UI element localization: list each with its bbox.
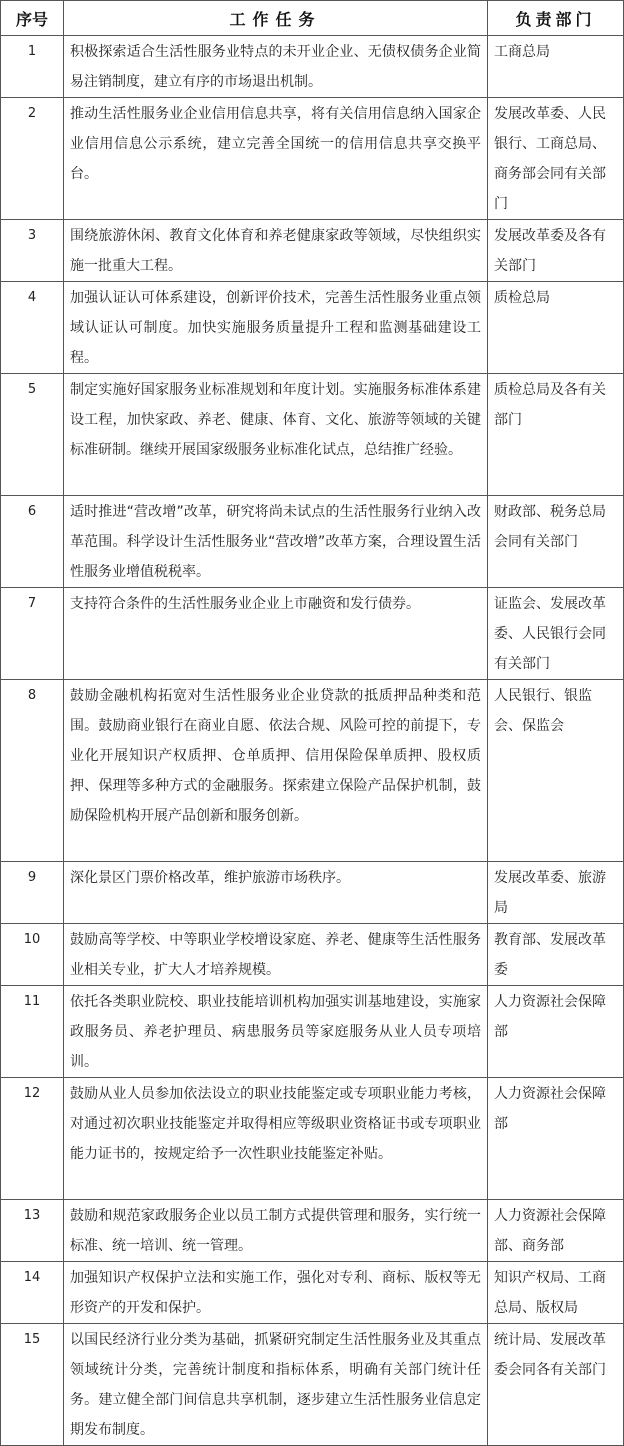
row-task: 制定实施好国家服务业标准规划和年度计划。实施服务标准体系建设工程，加快家政、养老、健康、体育、文化、旅游等领域的关键标准研制。继续开展国家级服务业标准化试点，总结推广经验。 <box>64 374 488 496</box>
row-department: 人力资源社会保障部 <box>488 986 624 1078</box>
row-task: 适时推进“营改增”改革，研究将尚未试点的生活性服务行业纳入改革范围。科学设计生活性服务业“营改增”改革方案，合理设置生活性服务业增值税税率。 <box>64 496 488 588</box>
table-row <box>1 924 624 986</box>
row-task: 鼓励金融机构拓宽对生活性服务业企业贷款的抵质押品种类和范围。鼓励商业银行在商业自愿、依法合规、风险可控的前提下，专业化开展知识产权质押、仓单质押、信用保险保单质押、股权质押、保理等多种方式的金融服务。探索建立保险产品保护机制，鼓励保险机构开展产品创新和服务创新。 <box>64 680 488 862</box>
table-row <box>1 588 624 680</box>
table-row <box>1 1324 624 1446</box>
row-task: 加强知识产权保护立法和实施工作，强化对专利、商标、版权等无形资产的开发和保护。 <box>64 1262 488 1324</box>
row-task: 鼓励高等学校、中等职业学校增设家庭、养老、健康等生活性服务业相关专业，扩大人才培养规模。 <box>64 924 488 986</box>
row-department: 质检总局 <box>488 282 624 374</box>
table-row <box>1 282 624 374</box>
row-number: 7 <box>1 588 64 680</box>
header-department: 负责部门 <box>488 1 624 36</box>
table-header-row <box>1 1 624 36</box>
row-number: 13 <box>1 1200 64 1262</box>
table-row <box>1 986 624 1078</box>
row-task: 鼓励从业人员参加依法设立的职业技能鉴定或专项职业能力考核，对通过初次职业技能鉴定并取得相应等级职业资格证书或专项职业能力证书的，按规定给予一次性职业技能鉴定补贴。 <box>64 1078 488 1200</box>
row-task: 积极探索适合生活性服务业特点的未开业企业、无债权债务企业简易注销制度，建立有序的市场退出机制。 <box>64 36 488 98</box>
row-department: 统计局、发展改革委会同各有关部门 <box>488 1324 624 1446</box>
row-number: 8 <box>1 680 64 862</box>
row-department: 工商总局 <box>488 36 624 98</box>
row-number: 3 <box>1 220 64 282</box>
table-row <box>1 220 624 282</box>
row-department: 证监会、发展改革委、人民银行会同有关部门 <box>488 588 624 680</box>
row-number: 2 <box>1 98 64 220</box>
row-department: 发展改革委、人民银行、工商总局、商务部会同有关部门 <box>488 98 624 220</box>
row-task: 推动生活性服务业企业信用信息共享，将有关信用信息纳入国家企业信用信息公示系统，建立完善全国统一的信用信息共享交换平台。 <box>64 98 488 220</box>
table-row <box>1 496 624 588</box>
row-department: 发展改革委及各有关部门 <box>488 220 624 282</box>
row-task: 加强认证认可体系建设，创新评价技术，完善生活性服务业重点领域认证认可制度。加快实施服务质量提升工程和监测基础建设工程。 <box>64 282 488 374</box>
row-number: 14 <box>1 1262 64 1324</box>
row-department: 知识产权局、工商总局、版权局 <box>488 1262 624 1324</box>
row-task: 依托各类职业院校、职业技能培训机构加强实训基地建设，实施家政服务员、养老护理员、病患服务员等家庭服务从业人员专项培训。 <box>64 986 488 1078</box>
row-task: 鼓励和规范家政服务企业以员工制方式提供管理和服务，实行统一标准、统一培训、统一管理。 <box>64 1200 488 1262</box>
row-department: 人民银行、银监会、保监会 <box>488 680 624 862</box>
row-number: 5 <box>1 374 64 496</box>
row-task: 支持符合条件的生活性服务业企业上市融资和发行债券。 <box>64 588 488 680</box>
row-number: 1 <box>1 36 64 98</box>
header-task: 工作任务 <box>64 1 488 36</box>
row-department: 人力资源社会保障部 <box>488 1078 624 1200</box>
table-row <box>1 98 624 220</box>
row-department: 人力资源社会保障部、商务部 <box>488 1200 624 1262</box>
row-department: 财政部、税务总局会同有关部门 <box>488 496 624 588</box>
row-department: 发展改革委、旅游局 <box>488 862 624 924</box>
table-row <box>1 862 624 924</box>
table-row <box>1 1200 624 1262</box>
row-number: 4 <box>1 282 64 374</box>
row-number: 15 <box>1 1324 64 1446</box>
row-task: 深化景区门票价格改革，维护旅游市场秩序。 <box>64 862 488 924</box>
table-row <box>1 680 624 862</box>
row-task: 围绕旅游休闲、教育文化体育和养老健康家政等领域，尽快组织实施一批重大工程。 <box>64 220 488 282</box>
table-row <box>1 36 624 98</box>
table-row <box>1 374 624 496</box>
table-row <box>1 1262 624 1324</box>
row-number: 12 <box>1 1078 64 1200</box>
row-task: 以国民经济行业分类为基础，抓紧研究制定生活性服务业及其重点领域统计分类，完善统计制度和指标体系，明确有关部门统计任务。建立健全部门间信息共享机制，逐步建立生活性服务业信息定期发布制度。 <box>64 1324 488 1446</box>
row-number: 10 <box>1 924 64 986</box>
row-department: 质检总局及各有关部门 <box>488 374 624 496</box>
row-number: 6 <box>1 496 64 588</box>
header-number: 序号 <box>1 1 64 36</box>
row-number: 11 <box>1 986 64 1078</box>
table-row <box>1 1078 624 1200</box>
row-number: 9 <box>1 862 64 924</box>
row-department: 教育部、发展改革委 <box>488 924 624 986</box>
